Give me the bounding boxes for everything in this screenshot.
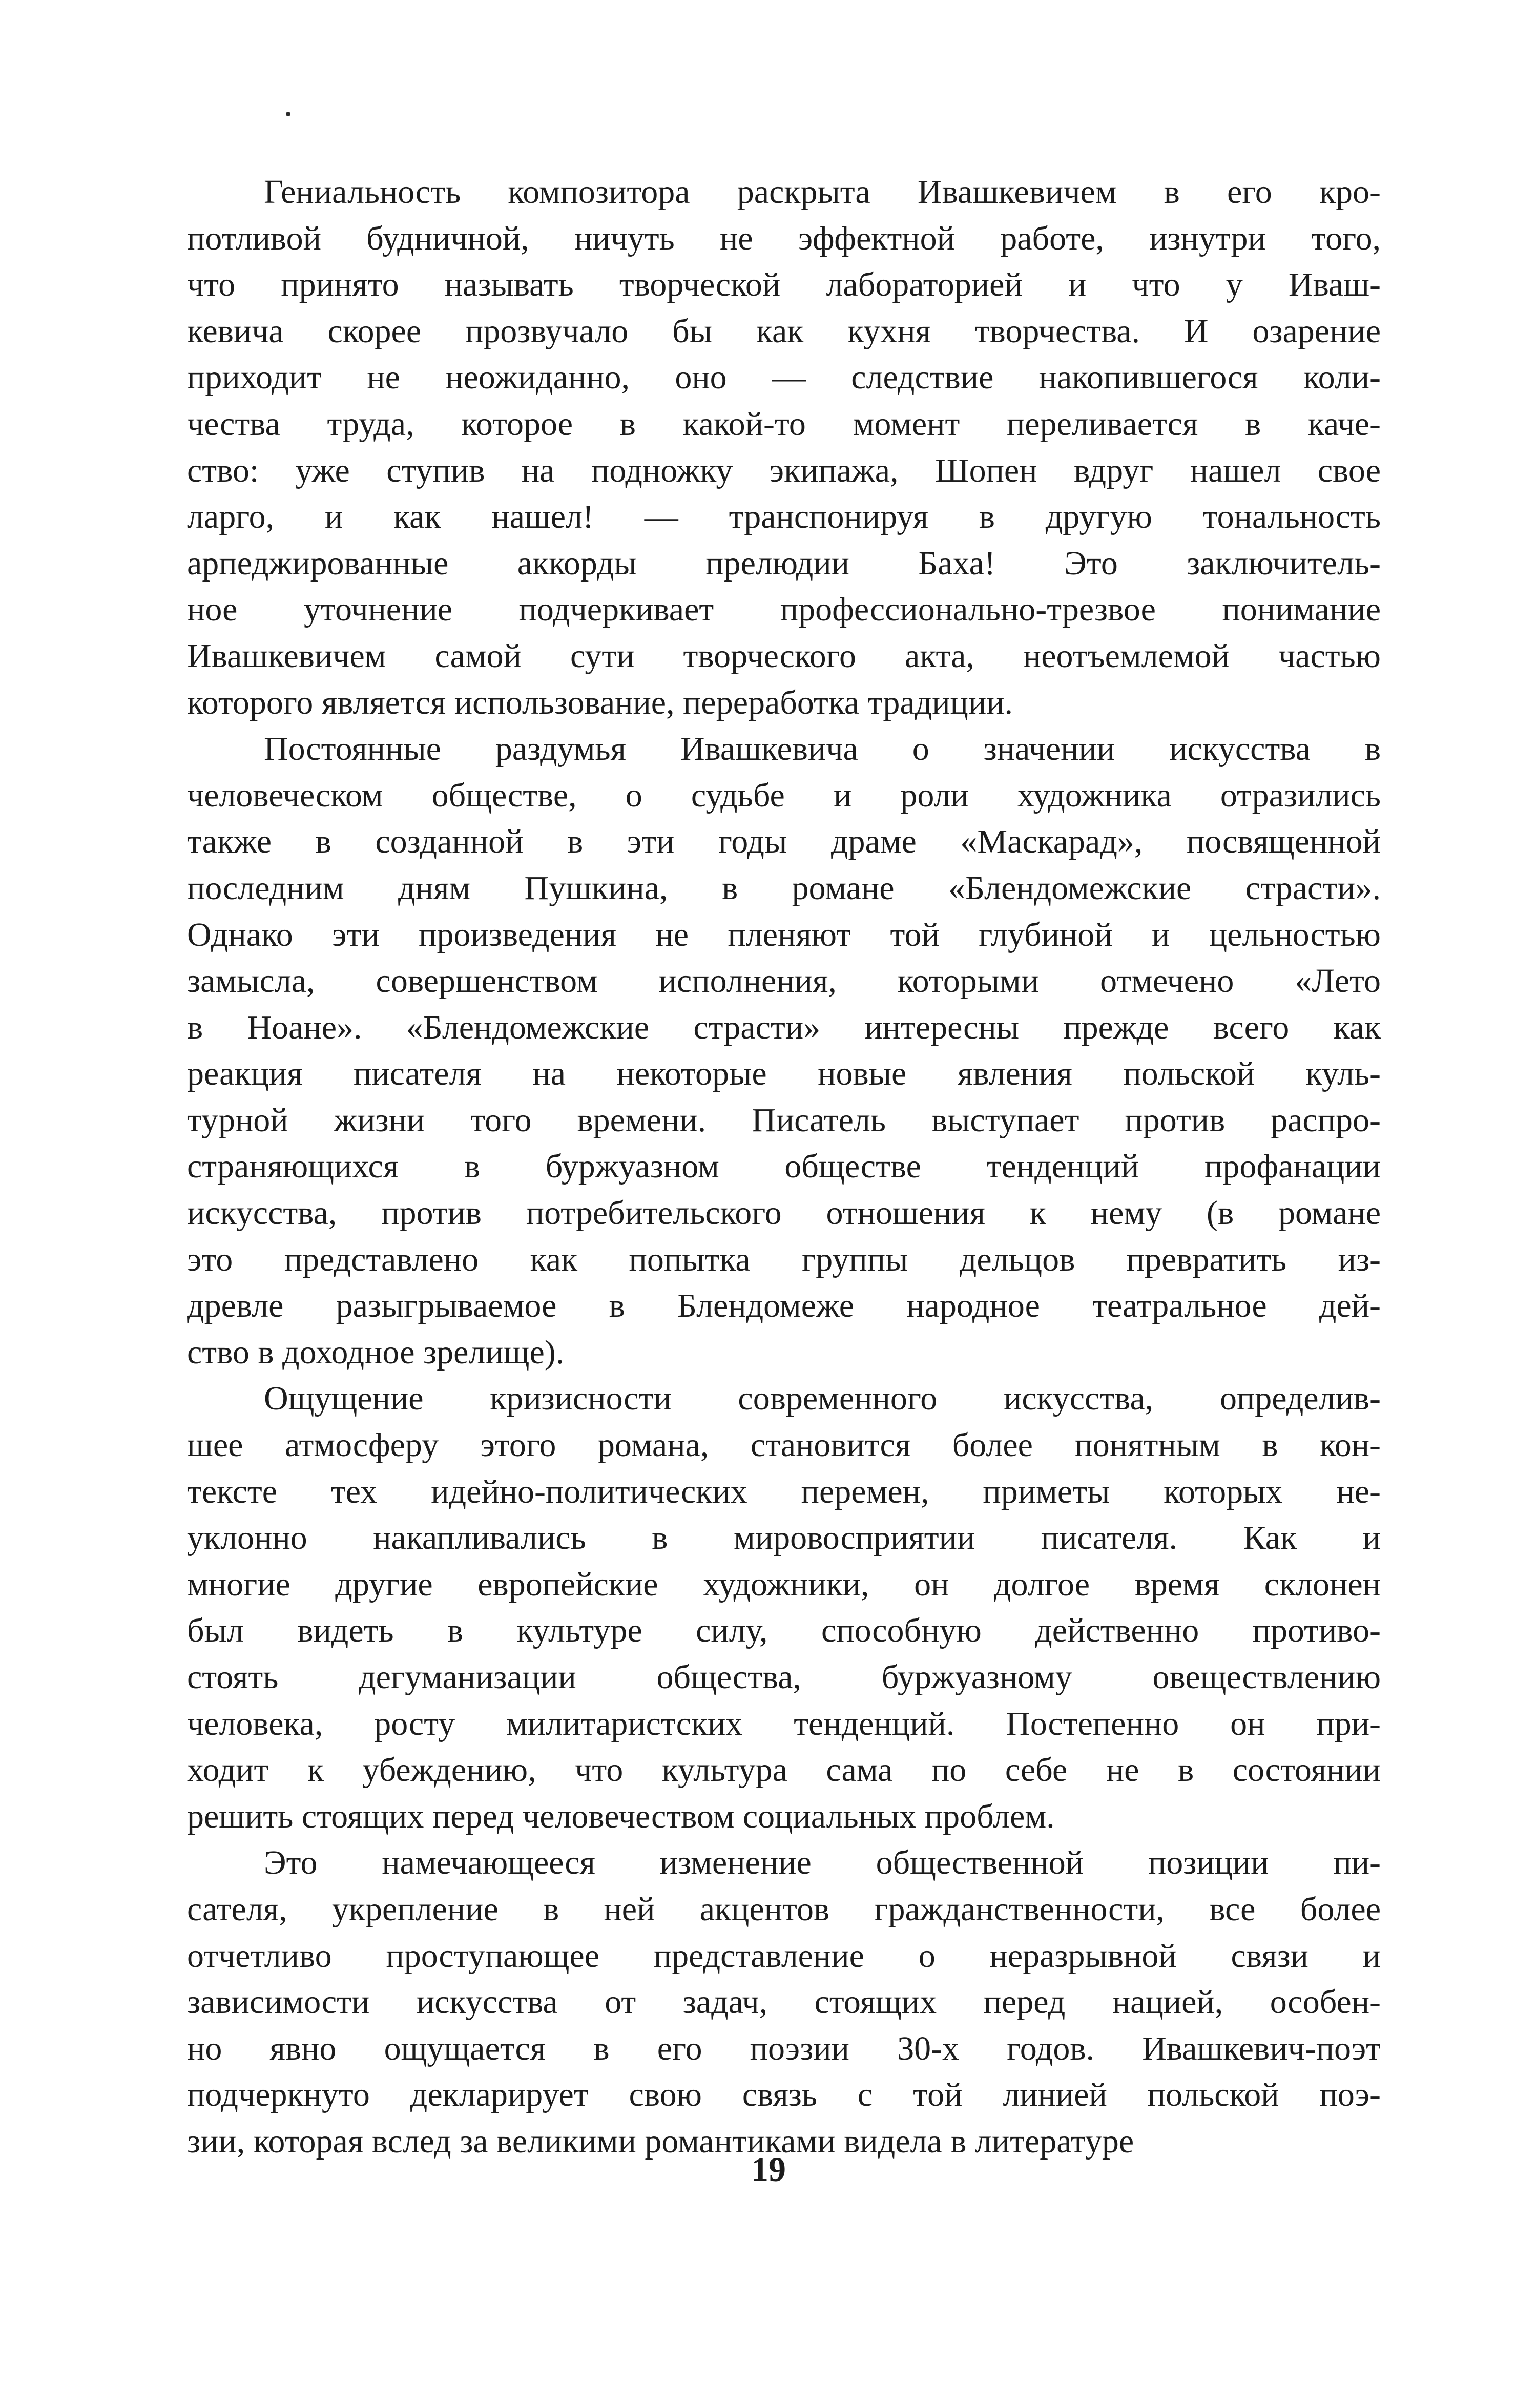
text-line: искусства, против потребительского отношения к нему (в романе <box>187 1194 1381 1232</box>
text-line: реакция писателя на некоторые новые явления польской куль- <box>187 1055 1381 1093</box>
text-line: ходит к убеждению, что культура сама по себе не в состоянии <box>187 1751 1381 1789</box>
text-line: последним дням Пушкина, в романе «Блендомежские страсти». <box>187 869 1381 907</box>
text-line: замысла, совершенством исполнения, которыми отмечено «Лето <box>187 962 1381 1000</box>
text-line: решить стоящих перед человечеством социальных проблем. <box>187 1797 1055 1835</box>
paragraph <box>187 726 1381 1376</box>
paragraph <box>187 1376 1381 1840</box>
text-line: ное уточнение подчеркивает профессионально-трезвое понимание <box>187 591 1381 629</box>
text-line: зии, которая вслед за великими романтиками видела в литературе <box>187 2122 1134 2160</box>
text-line: потливой будничной, ничуть не эффектной работе, изнутри того, <box>187 219 1381 257</box>
text-line: страняющихся в буржуазном обществе тенденций профанации <box>187 1148 1381 1186</box>
text-line: чества труда, которое в какой-то момент переливается в каче- <box>187 405 1381 443</box>
text-line: Постоянные раздумья Ивашкевича о значении искусства в <box>264 730 1381 768</box>
text-line: но явно ощущается в его поэзии 30-х годов. Ивашкевич-поэт <box>187 2029 1381 2067</box>
text-line: зависимости искусства от задач, стоящих перед нацией, особен- <box>187 1983 1381 2021</box>
text-line: Это намечающееся изменение общественной позиции пи- <box>264 1844 1381 1882</box>
text-line: это представлено как попытка группы дельцов превратить из- <box>187 1240 1381 1278</box>
page-number: 19 <box>751 2150 786 2189</box>
body-text <box>187 169 1381 2165</box>
text-line: Гениальность композитора раскрыта Ивашкевичем в его кро- <box>264 173 1381 211</box>
text-line: кевича скорее прозвучало бы как кухня творчества. И озарение <box>187 312 1381 350</box>
print-speck <box>286 112 290 116</box>
paragraph <box>187 1840 1381 2165</box>
text-line: многие другие европейские художники, он долгое время склонен <box>187 1565 1381 1603</box>
text-line: тексте тех идейно-политических перемен, приметы которых не- <box>187 1472 1381 1510</box>
text-line: шее атмосферу этого романа, становится более понятным в кон- <box>187 1426 1381 1464</box>
text-line: был видеть в культуре силу, способную действенно противо- <box>187 1612 1381 1650</box>
text-line: сателя, укрепление в ней акцентов гражданственности, все более <box>187 1890 1381 1928</box>
text-line: уклонно накапливались в мировосприятии писателя. Как и <box>187 1519 1381 1557</box>
text-line: Однако эти произведения не пленяют той глубиной и цельностью <box>187 916 1381 953</box>
text-line: приходит не неожиданно, оно — следствие накопившегося коли- <box>187 359 1381 397</box>
text-line: ство: уже ступив на подножку экипажа, Шопен вдруг нашел свое <box>187 451 1381 489</box>
text-line: ларго, и как нашел! — транспонируя в другую тональность <box>187 498 1381 536</box>
text-line: арпеджированные аккорды прелюдии Баха! Это заключитель- <box>187 544 1381 582</box>
text-line: древле разыгрываемое в Блендомеже народное театральное дей- <box>187 1287 1381 1325</box>
text-line: в Ноане». «Блендомежские страсти» интересны прежде всего как <box>187 1008 1381 1046</box>
text-line: стоять дегуманизации общества, буржуазному овеществлению <box>187 1658 1381 1696</box>
text-line: также в созданной в эти годы драме «Маскарад», посвященной <box>187 823 1381 861</box>
text-line: отчетливо проступающее представление о неразрывной связи и <box>187 1937 1381 1975</box>
paragraph <box>187 169 1381 726</box>
text-line: которого является использование, переработка традиции. <box>187 683 1013 721</box>
text-line: ство в доходное зрелище). <box>187 1333 565 1371</box>
text-line: турной жизни того времени. Писатель выступает против распро- <box>187 1101 1381 1139</box>
text-line: Ощущение кризисности современного искусства, определив- <box>264 1380 1381 1418</box>
text-line: что принято называть творческой лабораторией и что у Иваш- <box>187 266 1381 304</box>
text-line: человека, росту милитаристских тенденций. Постепенно он при- <box>187 1705 1381 1742</box>
text-line: человеческом обществе, о судьбе и роли художника отразились <box>187 776 1381 814</box>
text-line: подчеркнуто декларирует свою связь с той линией польской поэ- <box>187 2076 1381 2114</box>
text-line: Ивашкевичем самой сути творческого акта, неотъемлемой частью <box>187 637 1381 675</box>
